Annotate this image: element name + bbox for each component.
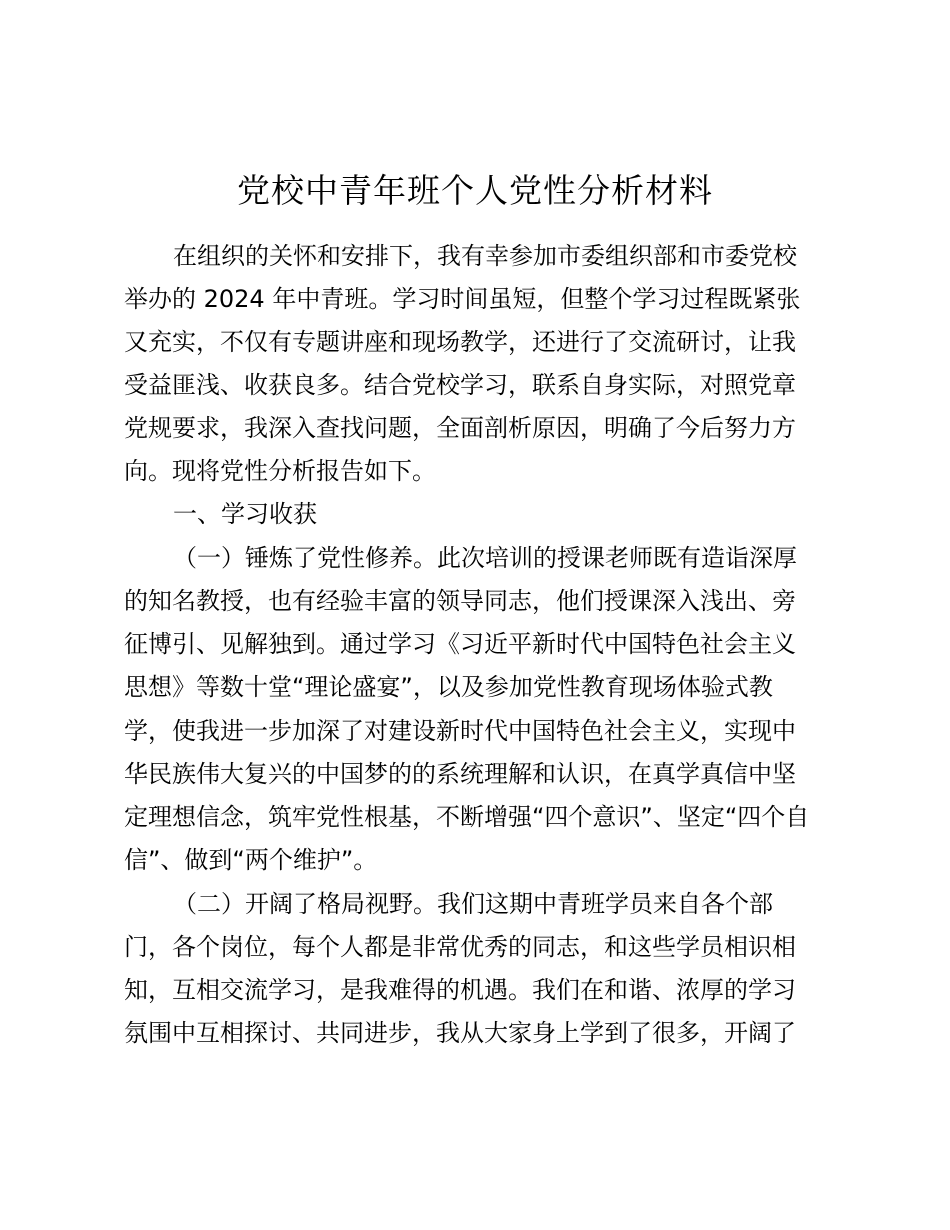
body-line: 定理想信念，筑牢党性根基，不断增强“四个意识”、坚定“四个自 (124, 803, 810, 831)
body-line: （二）开阔了格局视野。我们这期中青班学员来自各个部 (173, 890, 773, 918)
body-line: 的知名教授，也有经验丰富的领导同志，他们授课深入浅出、旁 (124, 587, 796, 615)
body-line: 征博引、见解独到。通过学习《习近平新时代中国特色社会主义 (124, 630, 796, 658)
body-line: （一）锤炼了党性修养。此次培训的授课老师既有造诣深厚 (173, 544, 797, 572)
body-line: 氛围中互相探讨、共同进步，我从大家身上学到了很多，开阔了 (124, 1019, 796, 1047)
body-line: 华民族伟大复兴的中国梦的的系统理解和认识，在真学真信中坚 (124, 760, 796, 788)
body-line: 举办的 2024 年中青班。学习时间虽短，但整个学习过程既紧张 (124, 285, 801, 313)
body-line: 在组织的关怀和安排下，我有幸参加市委组织部和市委党校 (173, 242, 797, 270)
section-heading: 一、学习收获 (173, 500, 317, 528)
document-title: 党校中青年班个人党性分析材料 (237, 171, 713, 210)
body-line: 思想》等数十堂“理论盛宴”，以及参加党性教育现场体验式教 (124, 673, 773, 701)
body-line: 信”、做到“两个维护”。 (124, 846, 378, 874)
body-line: 向。现将党性分析报告如下。 (124, 457, 436, 485)
body-line: 知，互相交流学习，是我难得的机遇。我们在和谐、浓厚的学习 (124, 976, 796, 1004)
body-line: 党规要求，我深入查找问题，全面剖析原因，明确了今后努力方 (124, 414, 796, 442)
body-line: 门，各个岗位，每个人都是非常优秀的同志，和这些学员相识相 (124, 933, 796, 961)
body-line: 学，使我进一步加深了对建设新时代中国特色社会主义，实现中 (124, 717, 796, 745)
body-line: 受益匪浅、收获良多。结合党校学习，联系自身实际，对照党章 (124, 371, 796, 399)
body-line: 又充实，不仅有专题讲座和现场教学，还进行了交流研讨，让我 (124, 328, 796, 356)
